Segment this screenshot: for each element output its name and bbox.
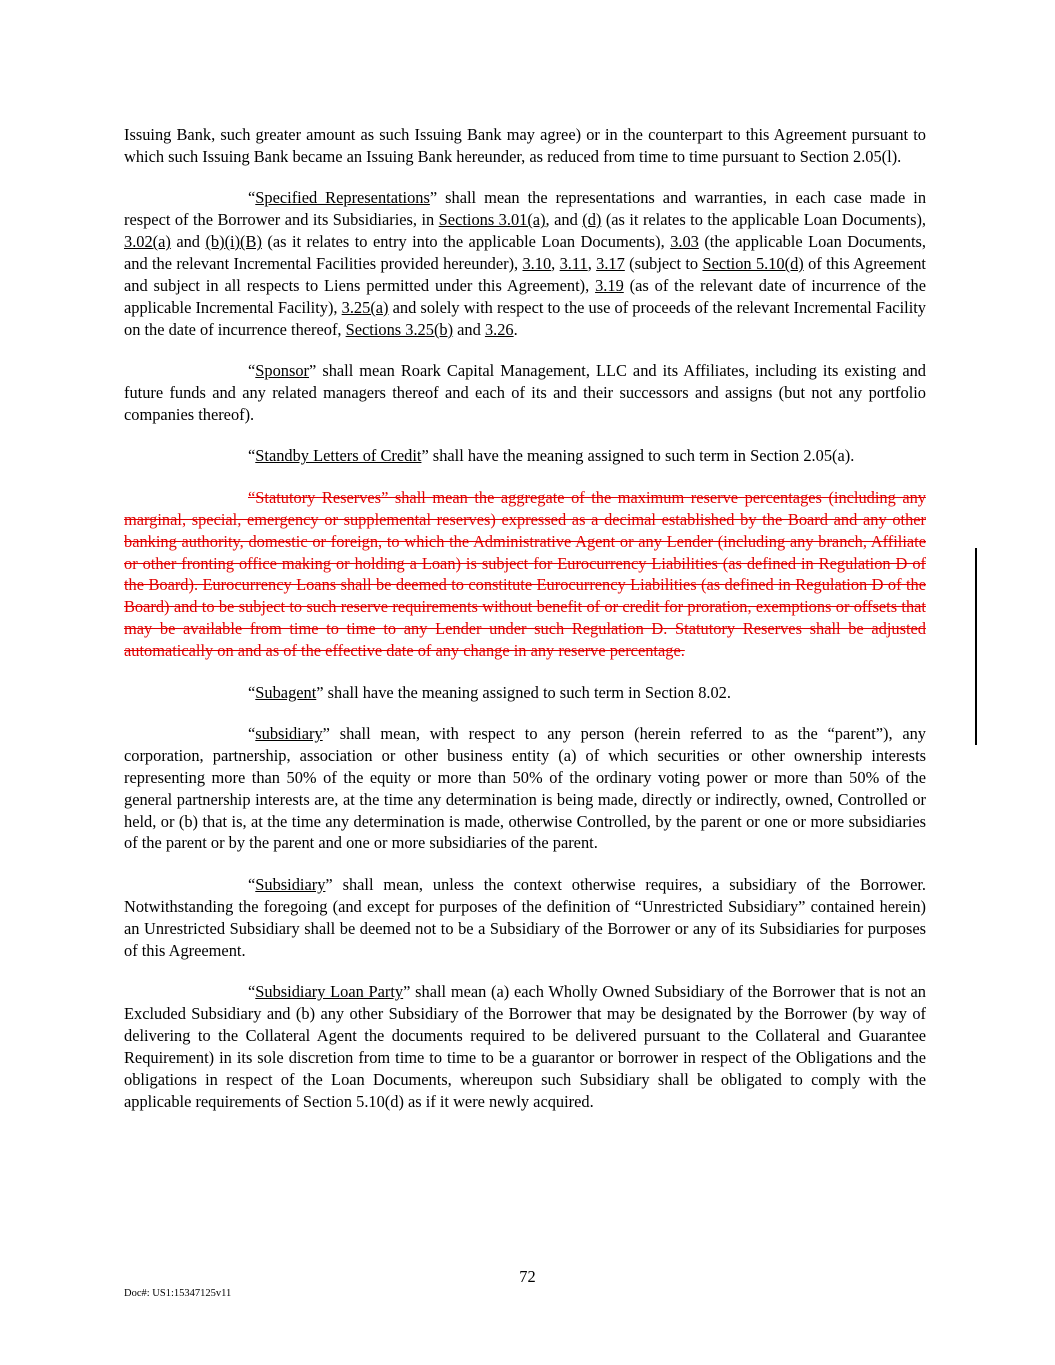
def-text: ” shall have the meaning assigned to such term in Section 8.02. bbox=[316, 682, 731, 702]
open-quote: “ bbox=[248, 682, 256, 702]
definition-specified-representations bbox=[124, 187, 926, 340]
def-text: , and bbox=[545, 210, 583, 230]
definition-standby-letters-of-credit bbox=[124, 445, 926, 467]
section-ref: (d) bbox=[582, 210, 602, 230]
change-bar bbox=[975, 548, 977, 745]
definition-subsidiary bbox=[124, 874, 926, 962]
section-ref: 3.17 bbox=[596, 254, 625, 274]
open-quote: “ bbox=[248, 487, 256, 507]
def-text: and solely with respect to the use of proceeds of the relevant Incremental Facility on the date of incurrence thereof, bbox=[124, 297, 926, 339]
defined-term: Subsidiary bbox=[255, 874, 326, 894]
def-text: (subject to bbox=[624, 254, 703, 274]
definition-subagent bbox=[124, 682, 926, 704]
def-text: (as it relates to entry into the applicable Loan Documents), bbox=[261, 232, 671, 252]
open-quote: “ bbox=[248, 188, 256, 208]
def-text: and bbox=[170, 232, 206, 252]
section-ref: 3.19 bbox=[595, 275, 624, 295]
page-number: 72 bbox=[519, 1267, 536, 1286]
def-text: , bbox=[551, 254, 560, 274]
defined-term: Subsidiary Loan Party bbox=[255, 982, 404, 1001]
def-text: , bbox=[587, 254, 597, 274]
open-quote: “ bbox=[248, 446, 256, 466]
definition-subsidiary-lowercase bbox=[124, 723, 926, 854]
def-text: (as of the relevant date of incurrence of the applicable Incremental Facility), bbox=[124, 275, 926, 317]
section-ref: 3.26 bbox=[484, 319, 514, 339]
definition-subsidiary-loan-party bbox=[124, 981, 926, 1112]
section-ref: 3.10 bbox=[522, 254, 552, 274]
section-ref: 3.11 bbox=[559, 254, 588, 274]
defined-term: Standby Letters of Credit bbox=[255, 446, 422, 466]
defined-term: Sponsor bbox=[255, 361, 310, 381]
def-text: ” shall mean Roark Capital Management, LLC and its Affiliates, including its existing and future funds and any related managers thereof and each of its and their successors and assigns (but not any portfolio companies thereof). bbox=[124, 361, 926, 424]
section-ref: Sections 3.25(b) bbox=[345, 319, 454, 339]
para-text: Issuing Bank, such greater amount as such Issuing Bank may agree) or in the counterpart to this Agreement pursuant to which such Issuing Bank became an Issuing Bank hereunder, as reduced from time to time pursuant to Section 2.05(l). bbox=[124, 125, 926, 166]
section-ref: (b)(i)(B) bbox=[205, 232, 262, 252]
section-ref: Section 5.10(d) bbox=[702, 254, 804, 274]
document-id: Doc#: US1:15347125v11 bbox=[124, 1288, 232, 1299]
def-text: ” shall mean the aggregate of the maximum reserve percentages (including any marginal, special, emergency or supplemental reserves) expressed as a decimal established by the Board and any other banking authority, domestic or foreign, to which the Administrative Agent or any Lender (including any branch, Affiliate or other fronting office making or holding a Loan) is subject for Eurocurrency Liabilities (as defined in Regulation D of the Board). Eurocurrency Loans shall be deemed to constitute Eurocurrency Liabilities (as defined in Regulation D of the Board) and to be subject to such reserve requirements without benefit of or credit for proration, exemptions or offsets that may be available from time to time to any Lender under such Regulation D. Statutory Reserves shall be adjusted automatically on and as of the effective date of any change in any reserve percentage. bbox=[124, 487, 926, 661]
open-quote: “ bbox=[248, 723, 256, 743]
open-quote: “ bbox=[248, 874, 256, 894]
section-ref: 3.25(a) bbox=[341, 297, 389, 317]
def-text: ” shall have the meaning assigned to such term in Section 2.05(a). bbox=[421, 446, 855, 466]
def-text: (the applicable Loan Documents, and the relevant Incremental Facilities provided hereunder), bbox=[124, 232, 926, 274]
document-body bbox=[124, 124, 926, 1132]
def-text: ” shall mean the representations and warranties, in each case made in respect of the Borrower and its Subsidiaries, in bbox=[124, 188, 927, 230]
section-ref: Sections 3.01(a) bbox=[438, 210, 546, 230]
def-text: ” shall mean, unless the context otherwise requires, a subsidiary of the Borrower. Notwithstanding the foregoing (and except for purposes of the definition of “Unrestricted Subsidiary” contained herein) an Unrestricted Subsidiary shall be deemed not to be a Subsidiary of the Borrower or any of its Subsidiaries for purposes of this Agreement. bbox=[124, 874, 926, 960]
paragraph-issuing-bank-continuation bbox=[124, 124, 926, 168]
defined-term: Specified Representations bbox=[255, 188, 430, 208]
def-text: and bbox=[453, 319, 485, 339]
section-ref: 3.03 bbox=[670, 232, 699, 252]
def-text: ” shall mean (a) each Wholly Owned Subsidiary of the Borrower that is not an Excluded Subsidiary and (b) any other Subsidiary of the Borrower that may be designated by the Borrower (by way of delivering to the Collateral Agent the documents required to be delivered pursuant to the Collateral and Guarantee Requirement) in its sole discretion from time to time to be a guarantor or borrower in respect of the Obligations and the obligations in respect of the Loan Documents, whereupon such Subsidiary shall be obligated to comply with the applicable requirements of Section 5.10(d) as if it were newly acquired. bbox=[124, 982, 926, 1111]
def-text: of this Agreement and subject in all respects to Liens permitted under this Agreement), bbox=[124, 254, 926, 295]
defined-term: subsidiary bbox=[255, 723, 323, 743]
open-quote: “ bbox=[248, 982, 256, 1001]
open-quote: “ bbox=[248, 361, 256, 381]
definition-statutory-reserves-deleted bbox=[124, 487, 926, 662]
def-text: (as it relates to the applicable Loan Documents), bbox=[601, 210, 926, 230]
definition-sponsor bbox=[124, 360, 926, 426]
defined-term: Statutory Reserves bbox=[255, 487, 382, 507]
def-text: ” shall mean, with respect to any person (herein referred to as the “parent”), any corporation, partnership, association or other business entity (a) of which securities or other ownership interests representing more than 50% of the equity or more than 50% of the ordinary voting power or more than 50% of the general partnership interests are, at the time any determination is being made, directly or indirectly, owned, Controlled or held, or (b) that is, at the time any determination is made, otherwise Controlled, by the parent or one or more subsidiaries of the parent or by the parent and one or more subsidiaries of the parent. bbox=[124, 723, 926, 853]
defined-term: Subagent bbox=[255, 682, 317, 702]
def-text: . bbox=[513, 319, 518, 339]
section-ref: 3.02(a) bbox=[124, 232, 171, 252]
